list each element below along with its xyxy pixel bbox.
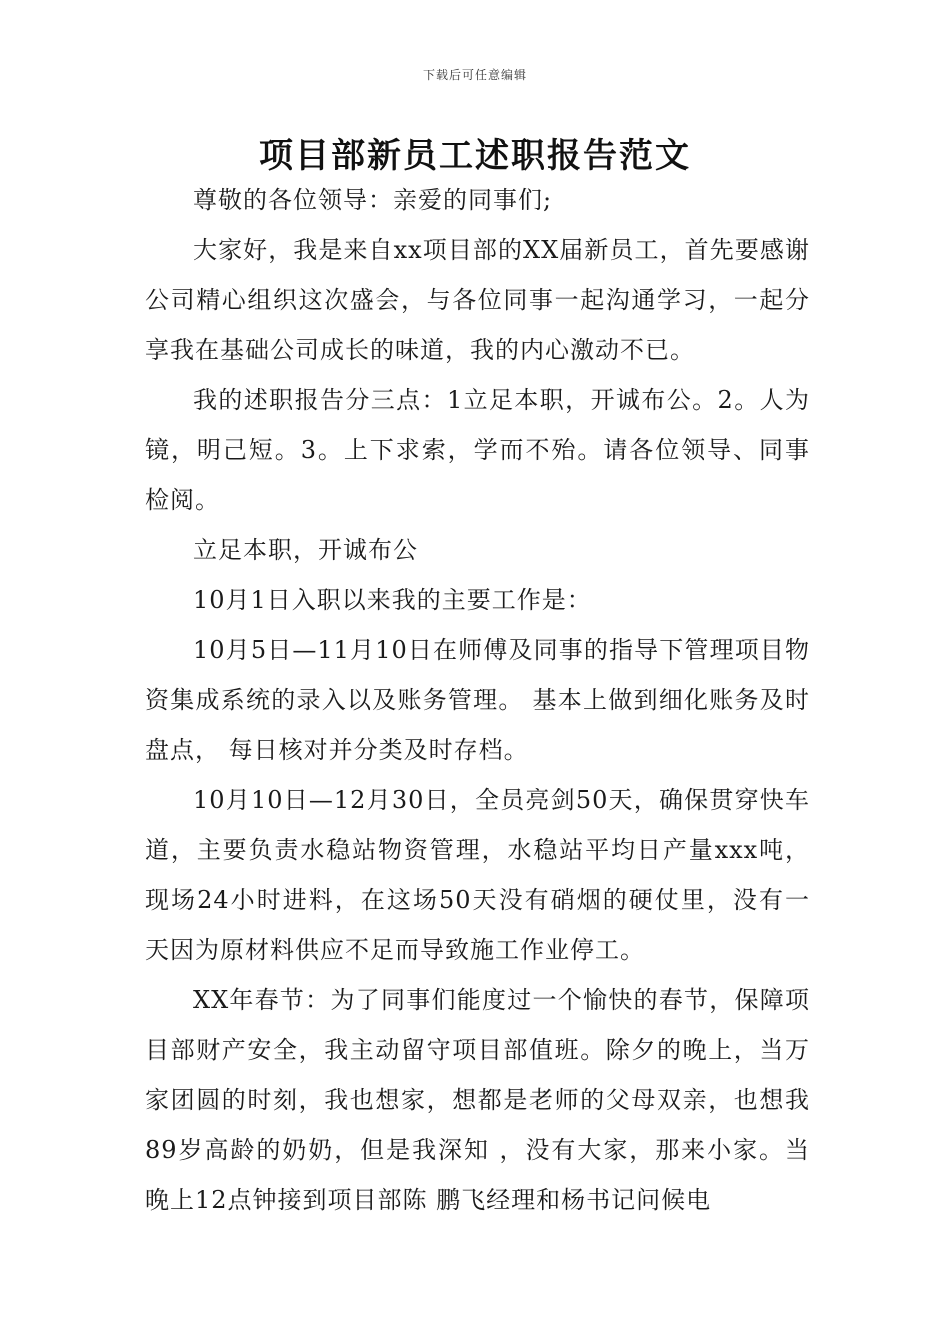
paragraph-work-period-1: 10月5日—11月10日在师傅及同事的指导下管理项目物资集成系统的录入以及账务管理。 基本上做到细化账务及时盘点， 每日核对并分类及时存档。 xyxy=(145,636,810,764)
paragraph-main-work-intro: 10月1日入职以来我的主要工作是： xyxy=(193,586,592,614)
paragraph-greeting: 大家好，我是来自xx项目部的XX届新员工，首先要感谢公司精心组织这次盛会，与各位同事一起沟通学习，一起分享我在基础公司成长的味道，我的内心激动不已。 xyxy=(145,236,810,364)
section-heading: 立足本职，开诚布公 xyxy=(193,536,418,564)
paragraph-outline: 我的述职报告分三点：1立足本职，开诚布公。2。人为镜，明己短。3。上下求索，学而不殆。请各位领导、同事检阅。 xyxy=(145,386,810,514)
document-title: 项目部新员工述职报告范文 xyxy=(259,136,691,176)
paragraph-spring-festival: XX年春节：为了同事们能度过一个愉快的春节，保障项目部财产安全，我主动留守项目部值班。除夕的晚上，当万家团圆的时刻，我也想家，想都是老师的父母双亲，也想我89岁高龄的奶奶，但是我深知 ，没有大家，那来小家。当晚上12点钟接到项目部陈 鹏飞经理和杨书记问候电 xyxy=(145,986,810,1214)
paragraph-salutation: 尊敬的各位领导：亲爱的同事们; xyxy=(193,186,553,214)
paragraph-work-period-2: 10月10日—12月30日，全员亮剑50天，确保贯穿快车道，主要负责水稳站物资管理，水稳站平均日产量xxx吨，现场24小时进料，在这场50天没有硝烟的硬仗里，没有一天因为原材料供应不足而导致施工作业停工。 xyxy=(145,786,810,964)
document-body xyxy=(145,175,810,1225)
download-note: 下载后可任意编辑 xyxy=(422,68,527,82)
